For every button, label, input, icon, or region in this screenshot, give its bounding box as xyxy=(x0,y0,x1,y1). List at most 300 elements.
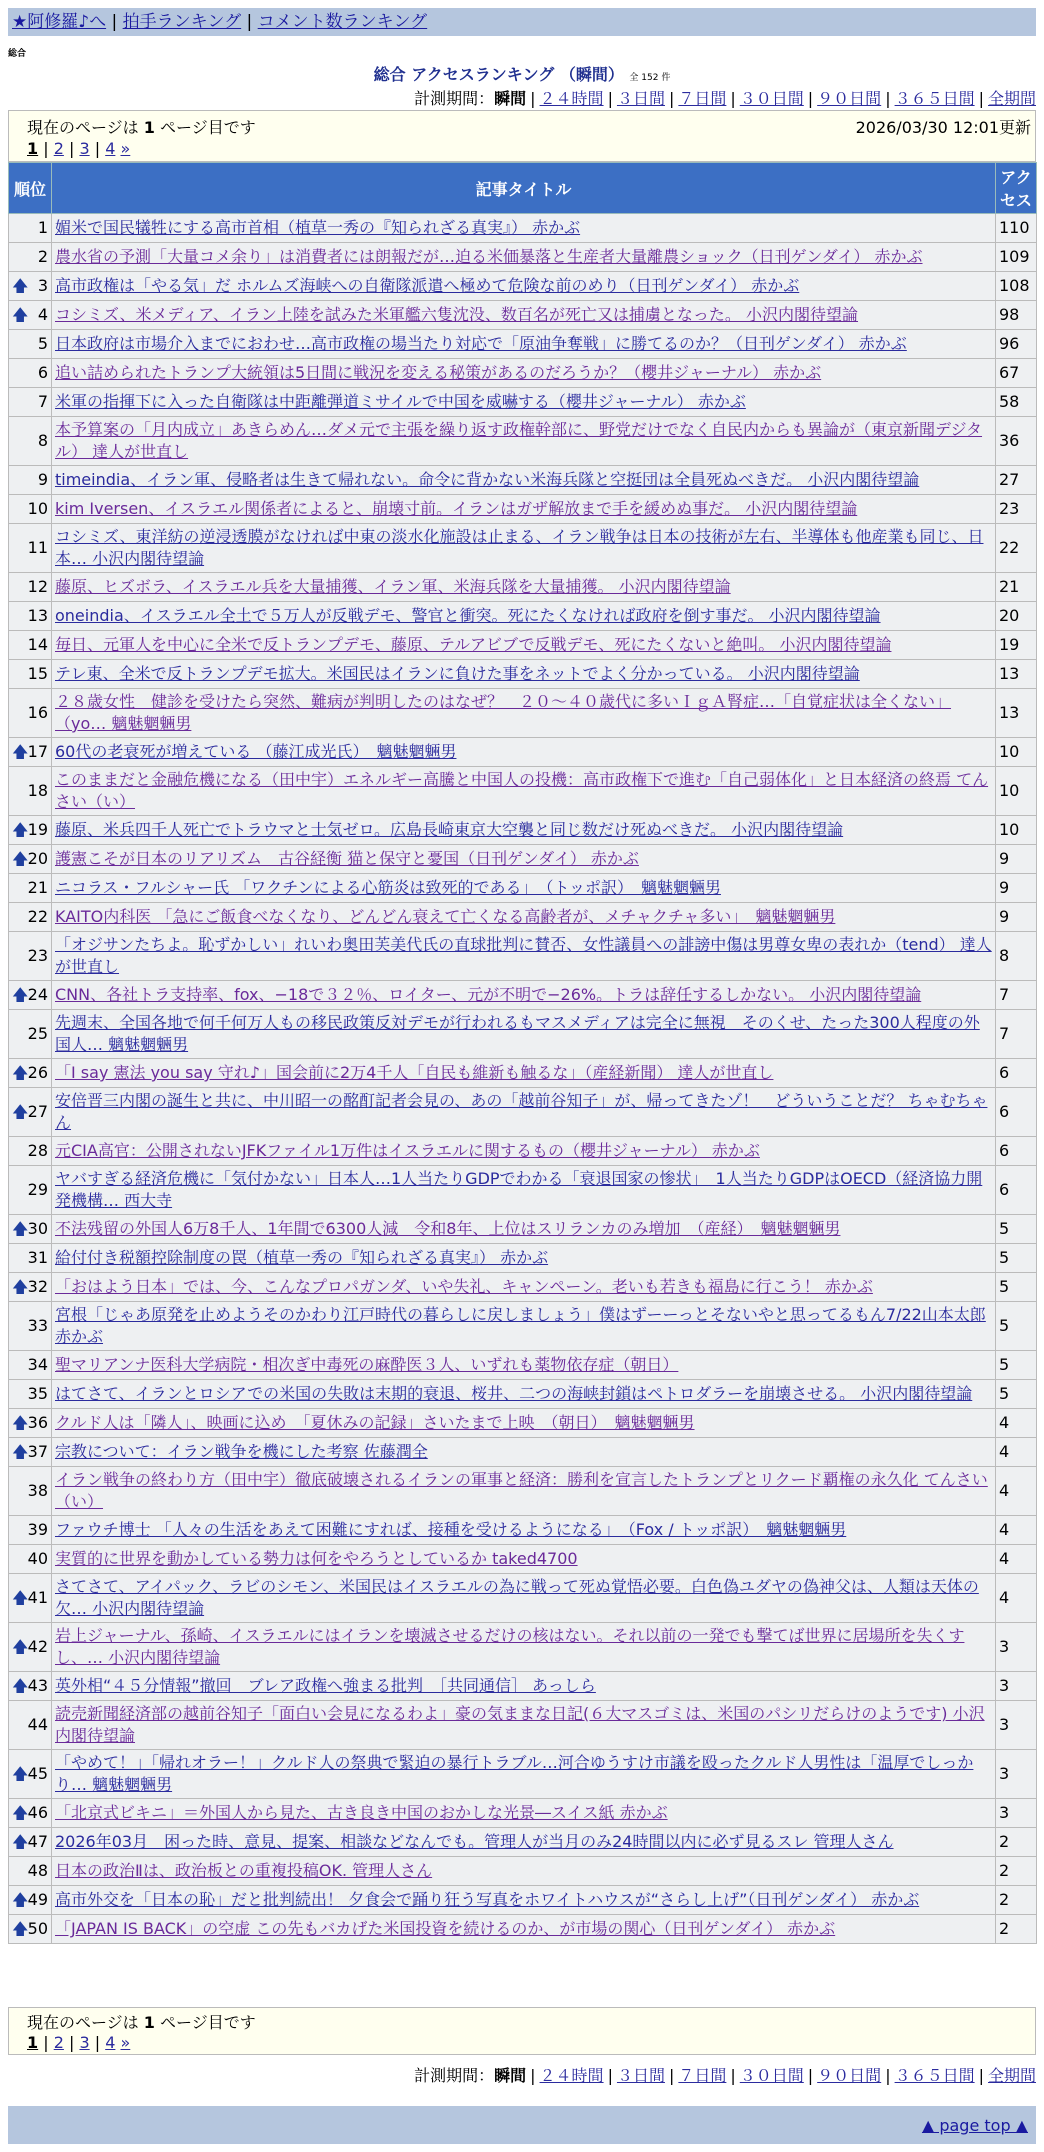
article-link[interactable]: 米軍の指揮下に入った自衛隊は中距離弾道ミサイルで中国を威嚇する（櫻井ジャーナル） 赤かぶ xyxy=(55,392,746,411)
rank-number: 23 xyxy=(27,946,48,965)
access-count: 3 xyxy=(996,1799,1037,1828)
article-link[interactable]: 「おはよう日本」では、今、こんなプロパガンダ、いや失礼、キャンペーン。老いも若きも福島に行こう！ 赤かぶ xyxy=(55,1277,873,1296)
access-count: 4 xyxy=(996,1409,1037,1438)
table-row xyxy=(9,1302,1037,1351)
rank-number: 32 xyxy=(27,1277,48,1296)
article-link[interactable]: oneindia、イスラエル全土で５万人が反戦デモ、警官と衝突。死にたくなければ政府を倒す事だ。 小沢内閣待望論 xyxy=(55,606,881,625)
rank-cell xyxy=(9,1059,52,1088)
title-cell xyxy=(52,932,996,981)
period-separator: | xyxy=(607,2066,613,2085)
article-link[interactable]: 読売新聞経済部の越前谷知子「面白い会見になるわよ」豪の気ままな日記(６大マスゴミは、米国のパシリだらけのようです) 小沢内閣待望論 xyxy=(55,1704,985,1745)
article-link[interactable]: コシミズ、米メディア、イラン上陸を試みた米軍艦六隻沈没、数百名が死亡又は捕虜となった。 小沢内閣待望論 xyxy=(55,305,859,324)
pager-separator: | xyxy=(63,139,80,158)
period-separator: | xyxy=(978,89,984,108)
rank-cell xyxy=(9,1088,52,1137)
rank-cell xyxy=(9,1574,52,1623)
pager-link-4[interactable]: 4 xyxy=(105,139,116,158)
rank-cell xyxy=(9,1799,52,1828)
rank-cell xyxy=(9,602,52,631)
period-link-6[interactable]: 全期間 xyxy=(987,89,1036,108)
title-cell xyxy=(52,816,996,845)
article-link[interactable]: 農水省の予測「大量コメ余り」は消費者には朗報だが…迫る米価暴落と生産者大量離農ショック（日刊ゲンダイ） 赤かぶ xyxy=(55,247,923,266)
access-count: 13 xyxy=(996,660,1037,689)
nav-separator: | xyxy=(241,12,258,32)
rank-number: 39 xyxy=(27,1520,48,1539)
title-cell xyxy=(52,660,996,689)
access-count: 21 xyxy=(996,573,1037,602)
rank-cell xyxy=(9,1302,52,1351)
title-cell xyxy=(52,1857,996,1886)
pager-separator: | xyxy=(89,139,106,158)
access-count: 3 xyxy=(996,1623,1037,1672)
rank-number: 30 xyxy=(27,1219,48,1238)
rank-number: 22 xyxy=(27,907,48,926)
current-page-text: 現在のページは 1 ページ目です xyxy=(27,118,256,137)
page-info-bottom xyxy=(8,2007,1036,2055)
up-arrow-icon: 🡅 xyxy=(12,1832,29,1851)
up-arrow-icon: 🡅 xyxy=(12,276,29,295)
period-separator: | xyxy=(607,89,613,108)
title-cell xyxy=(52,573,996,602)
article-link[interactable]: 日本政府は市場介入までにおわせ…高市政権の場当たり対応で「原油争奪戦」に勝てるのか？（日刊ゲンダイ） 赤かぶ xyxy=(55,334,907,353)
table-row xyxy=(9,301,1037,330)
title-cell xyxy=(52,689,996,738)
table-row xyxy=(9,466,1037,495)
article-link[interactable]: 聖マリアンナ医科大学病院・相次ぎ中毒死の麻酔医３人、いずれも薬物依存症（朝日） xyxy=(55,1355,679,1374)
article-link[interactable]: ファウチ博士 「人々の生活をあえて困難にすれば、接種を受けるようになる」 （Fox / トッポ訳） 魑魅魍魎男 xyxy=(55,1520,847,1539)
rank-cell xyxy=(9,903,52,932)
pager-separator: | xyxy=(89,2033,106,2052)
table-row xyxy=(9,214,1037,243)
access-count: 3 xyxy=(996,1750,1037,1799)
total-count: 全 152 件 xyxy=(629,73,671,83)
access-count: 22 xyxy=(996,524,1037,573)
period-link-6[interactable]: 全期間 xyxy=(987,2066,1036,2085)
up-arrow-icon: 🡅 xyxy=(12,1764,29,1783)
period-separator: | xyxy=(807,89,814,108)
table-row xyxy=(9,272,1037,301)
article-link[interactable]: イラン戦争の終わり方（田中宇）徹底破壊されるイランの軍事と経済：勝利を宣言したトランプとリクード覇権の永久化 てんさい（い） xyxy=(55,1470,988,1511)
table-row xyxy=(9,1438,1037,1467)
table-row xyxy=(9,1088,1037,1137)
rank-number: 34 xyxy=(27,1355,48,1374)
rank-cell xyxy=(9,1166,52,1215)
access-count: 3 xyxy=(996,1701,1037,1750)
table-row xyxy=(9,738,1037,767)
period-link-2[interactable]: ７日間 xyxy=(678,89,727,108)
access-count: 9 xyxy=(996,845,1037,874)
table-row xyxy=(9,1166,1037,1215)
article-link[interactable]: ２８歳女性 健診を受けたら突然、難病が判明したのはなぜ？ ２０～４０歳代に多いＩｇＡ腎症…「自覚症状は全くない」（yo… 魑魅魍魎男 xyxy=(55,692,952,733)
article-link[interactable]: 安倍晋三内閣の誕生と共に、中川昭一の酩酊記者会見の、あの「越前谷知子」が、帰ってきたゾ！ どういうことだ？ ちゃむちゃん xyxy=(55,1091,988,1132)
rank-number: 47 xyxy=(27,1832,48,1851)
period-link-0[interactable]: ２４時間 xyxy=(539,2066,604,2085)
period-link-3[interactable]: ３０日間 xyxy=(739,2066,804,2085)
rank-number: 49 xyxy=(27,1890,48,1909)
article-link[interactable]: 「やめて！」「帰れオラー！」クルド人の祭典で緊迫の暴行トラブル…河合ゆうすけ市議を殴ったクルド人男性は「温厚でしっかり… 魑魅魍魎男 xyxy=(55,1753,974,1794)
rank-cell xyxy=(9,359,52,388)
ranking-table-body xyxy=(9,214,1037,1944)
rank-cell xyxy=(9,631,52,660)
up-arrow-icon: 🡅 xyxy=(12,849,29,868)
rank-number: 21 xyxy=(27,878,48,897)
table-row xyxy=(9,388,1037,417)
up-arrow-icon: 🡅 xyxy=(12,1588,29,1607)
access-count: 4 xyxy=(996,1516,1037,1545)
up-arrow-icon: 🡅 xyxy=(12,820,29,839)
period-link-0[interactable]: ２４時間 xyxy=(539,89,604,108)
article-link[interactable]: CNN、各社トラ支持率、fox、−18で３２％、ロイター、元が不明で−26%。トラは辞任するしかない。 小沢内閣待望論 xyxy=(55,985,922,1004)
table-row xyxy=(9,573,1037,602)
article-link[interactable]: 給付付き税額控除制度の罠（植草一秀の『知られざる真実』） 赤かぶ xyxy=(55,1248,549,1267)
period-separator: | xyxy=(530,2066,536,2085)
access-count: 6 xyxy=(996,1137,1037,1166)
access-count: 23 xyxy=(996,495,1037,524)
period-link-1[interactable]: ３日間 xyxy=(616,89,665,108)
table-header-row xyxy=(9,163,1037,214)
rank-number: 27 xyxy=(27,1102,48,1121)
article-link[interactable]: 「北京式ビキニ」＝外国人から見た、古き良き中国のおかしな光景―スイス紙 赤かぶ xyxy=(55,1803,668,1822)
title-cell xyxy=(52,1467,996,1516)
access-count: 9 xyxy=(996,903,1037,932)
period-label: 計測期間： xyxy=(414,89,495,108)
title-cell xyxy=(52,1351,996,1380)
table-row xyxy=(9,1623,1037,1672)
title-cell xyxy=(52,1215,996,1244)
title-cell xyxy=(52,1380,996,1409)
table-row xyxy=(9,1701,1037,1750)
nav-link-1[interactable]: 拍手ランキング xyxy=(122,12,242,32)
nav-separator: | xyxy=(106,12,123,32)
table-row xyxy=(9,417,1037,466)
up-arrow-icon: 🡅 xyxy=(12,1413,29,1432)
table-row xyxy=(9,495,1037,524)
header-title: 記事タイトル xyxy=(52,163,996,214)
title-cell xyxy=(52,388,996,417)
table-row xyxy=(9,1010,1037,1059)
title-cell xyxy=(52,981,996,1010)
rank-number: 11 xyxy=(27,538,48,557)
rank-number: 20 xyxy=(27,849,48,868)
access-count: 2 xyxy=(996,1828,1037,1857)
access-count: 27 xyxy=(996,466,1037,495)
rank-number: 24 xyxy=(27,985,48,1004)
table-row xyxy=(9,1672,1037,1701)
rank-number: 7 xyxy=(37,392,48,411)
pager-link-2[interactable]: 2 xyxy=(53,139,64,158)
title-cell xyxy=(52,466,996,495)
period-link-5[interactable]: ３６５日間 xyxy=(894,2066,975,2085)
access-count: 5 xyxy=(996,1273,1037,1302)
rank-cell xyxy=(9,1857,52,1886)
article-link[interactable]: 宗教について：イラン戦争を機にした考察 佐藤潤全 xyxy=(55,1442,428,1461)
up-arrow-icon: 🡅 xyxy=(12,1277,29,1296)
article-link[interactable]: 毎日、元軍人を中心に全米で反トランプデモ、藤原、テルアビブで反戦デモ、死にたくないと絶叫。 小沢内閣待望論 xyxy=(55,635,892,654)
up-arrow-icon: 🡅 xyxy=(12,305,29,324)
access-count: 98 xyxy=(996,301,1037,330)
rank-number: 44 xyxy=(27,1715,48,1734)
title-cell xyxy=(52,1828,996,1857)
access-count: 5 xyxy=(996,1351,1037,1380)
period-separator: | xyxy=(530,89,536,108)
rank-number: 13 xyxy=(27,606,48,625)
article-link[interactable]: 媚米で国民犠牲にする高市首相（植草一秀の『知られざる真実』） 赤かぶ xyxy=(55,218,581,237)
rank-number: 42 xyxy=(27,1637,48,1656)
title-cell xyxy=(52,417,996,466)
access-count: 4 xyxy=(996,1467,1037,1516)
ranking-title: 総合 アクセスランキング （瞬間） xyxy=(373,65,624,84)
pager-link-4[interactable]: 4 xyxy=(105,2033,116,2052)
table-row xyxy=(9,631,1037,660)
rank-number: 9 xyxy=(37,470,48,489)
table-row xyxy=(9,1915,1037,1944)
rank-number: 19 xyxy=(27,820,48,839)
access-count: 20 xyxy=(996,602,1037,631)
title-cell xyxy=(52,1137,996,1166)
up-arrow-icon: 🡅 xyxy=(12,1442,29,1461)
article-link[interactable]: 「オジサンたちよ。恥ずかしい」れいわ奥田芙美代氏の直球批判に賛否、女性議員への誹謗中傷は男尊女卑の表れか（tend） 達人が世直し xyxy=(55,935,992,976)
period-separator: | xyxy=(978,2066,984,2085)
article-link[interactable]: kim Iversen、イスラエル関係者によると、崩壊寸前。イランはガザ解放まで手を緩めぬ事だ。 小沢内閣待望論 xyxy=(55,499,858,518)
article-link[interactable]: 実質的に世界を動かしている勢力は何をやろうとしているか taked4700 xyxy=(55,1549,578,1568)
rank-cell xyxy=(9,1701,52,1750)
rank-number: 28 xyxy=(27,1141,48,1160)
period-separator: | xyxy=(668,2066,675,2085)
rank-cell xyxy=(9,1623,52,1672)
article-link[interactable]: 高市外交を「日本の恥」だと批判続出！ 夕食会で踊り狂う写真をホワイトハウスが“さらし上げ”（日刊ゲンダイ） 赤かぶ xyxy=(55,1890,920,1909)
rank-cell xyxy=(9,689,52,738)
page-top-link[interactable]: ▲ page top ▲ xyxy=(921,2116,1028,2135)
period-separator: | xyxy=(730,2066,736,2085)
access-count: 9 xyxy=(996,874,1037,903)
access-count: 13 xyxy=(996,689,1037,738)
title-cell xyxy=(52,631,996,660)
pager-link-3[interactable]: 3 xyxy=(79,2033,90,2052)
period-link-2[interactable]: ７日間 xyxy=(678,2066,727,2085)
rank-cell xyxy=(9,767,52,816)
table-row xyxy=(9,524,1037,573)
rank-number: 33 xyxy=(27,1316,48,1335)
article-link[interactable]: はてさて、イランとロシアでの米国の失敗は末期的衰退、桜井、二つの海峡封鎖はペトロダラーを崩壊させる。 小沢内閣待望論 xyxy=(55,1384,973,1403)
period-link-4[interactable]: ９０日間 xyxy=(817,89,882,108)
article-link[interactable]: 藤原、米兵四千人死亡でトラウマと士気ゼロ。広島長崎東京大空襲と同じ数だけ死ぬべきだ。 小沢内閣待望論 xyxy=(55,820,844,839)
access-count: 5 xyxy=(996,1380,1037,1409)
title-cell xyxy=(52,1516,996,1545)
article-link[interactable]: このままだと金融危機になる（田中宇）エネルギー高騰と中国人の投機：高市政権下で進む「自己弱体化」と日本経済の終焉 てんさい（い） xyxy=(55,770,989,811)
top-nav xyxy=(8,8,1036,36)
access-count: 67 xyxy=(996,359,1037,388)
article-link[interactable]: KAITO内科医 「急にご飯食べなくなり、どんどん衰えて亡くなる高齢者が、メチャクチャ多い」 魑魅魍魎男 xyxy=(55,907,836,926)
access-count: 4 xyxy=(996,1545,1037,1574)
table-row xyxy=(9,1409,1037,1438)
access-count: 6 xyxy=(996,1088,1037,1137)
period-separator: | xyxy=(668,89,675,108)
table-row xyxy=(9,689,1037,738)
rank-cell xyxy=(9,874,52,903)
rank-number: 26 xyxy=(27,1063,48,1082)
rank-cell xyxy=(9,1273,52,1302)
rank-cell xyxy=(9,1137,52,1166)
table-row xyxy=(9,1215,1037,1244)
title-cell xyxy=(52,359,996,388)
rank-number: 48 xyxy=(27,1861,48,1880)
period-label: 計測期間： xyxy=(414,2066,495,2085)
pager-current: 1 xyxy=(27,2033,39,2052)
period-link-5[interactable]: ３６５日間 xyxy=(894,89,975,108)
up-arrow-icon: 🡅 xyxy=(12,1890,29,1909)
rank-number: 4 xyxy=(37,305,48,324)
pager-next[interactable]: » xyxy=(120,2033,131,2052)
nav-link-2[interactable]: コメント数ランキング xyxy=(257,12,428,32)
article-link[interactable]: 高市政権は「やる気」だ ホルムズ海峡への自衛隊派遣へ極めて危険な前のめり（日刊ゲンダイ） 赤かぶ xyxy=(55,276,800,295)
rank-cell xyxy=(9,981,52,1010)
rank-cell xyxy=(9,1750,52,1799)
rank-cell xyxy=(9,1672,52,1701)
up-arrow-icon: 🡅 xyxy=(12,1219,29,1238)
table-row xyxy=(9,330,1037,359)
title-cell xyxy=(52,1010,996,1059)
access-count: 10 xyxy=(996,816,1037,845)
article-link[interactable]: 60代の老衰死が増えている （藤江成光氏） 魑魅魍魎男 xyxy=(55,742,457,761)
pager-current: 1 xyxy=(27,139,39,158)
article-link[interactable]: コシミズ、東洋紡の逆浸透膜がなければ中東の淡水化施設は止まる、イラン戦争は日本の技術が左右、半導体も他産業も同じ、日本… 小沢内閣待望論 xyxy=(55,527,984,568)
article-link[interactable]: 「JAPAN IS BACK」の空虚 この先もバカげた米国投資を続けるのか、が市場の関心（日刊ゲンダイ） 赤かぶ xyxy=(55,1919,836,1938)
article-link[interactable]: テレ東、全米で反トランプデモ拡大。米国民はイランに負けた事をネットでよく分かっている。 小沢内閣待望論 xyxy=(55,664,860,683)
rank-number: 18 xyxy=(27,781,48,800)
up-arrow-icon: 🡅 xyxy=(12,1919,29,1938)
title-cell xyxy=(52,1409,996,1438)
rank-number: 1 xyxy=(37,218,48,237)
rank-number: 50 xyxy=(27,1919,48,1938)
rank-cell xyxy=(9,738,52,767)
article-link[interactable]: 不法残留の外国人6万8千人、1年間で6300人減 令和8年、上位はスリランカのみ増加 （産経） 魑魅魍魎男 xyxy=(55,1219,841,1238)
rank-number: 5 xyxy=(37,334,48,353)
rank-number: 12 xyxy=(27,577,48,596)
rank-number: 2 xyxy=(37,247,48,266)
title-cell xyxy=(52,1059,996,1088)
article-link[interactable]: 日本の政治Ⅱは、政治板との重複投稿OK. 管理人さん xyxy=(55,1861,433,1880)
article-link[interactable]: 2026年03月 困った時、意見、提案、相談などなんでも。管理人が当月のみ24時間以内に必ず見るスレ 管理人さん xyxy=(55,1832,894,1851)
access-count: 19 xyxy=(996,631,1037,660)
article-link[interactable]: 「I say 憲法 you say 守れ♪」国会前に2万4千人「自民も維新も触るな」（産経新聞） 達人が世直し xyxy=(55,1063,774,1082)
rank-cell xyxy=(9,330,52,359)
table-row xyxy=(9,602,1037,631)
article-link[interactable]: ニコラス・フルシャー氏 「ワクチンによる心筋炎は致死的である」 （トッポ訳） 魑魅魍魎男 xyxy=(55,878,721,897)
rank-number: 15 xyxy=(27,664,48,683)
title-cell xyxy=(52,524,996,573)
article-link[interactable]: timeindia、イラン軍、侵略者は生きて帰れない。命令に背かない米海兵隊と空挺団は全員死ぬべきだ。 小沢内閣待望論 xyxy=(55,470,920,489)
title-cell xyxy=(52,1701,996,1750)
access-count: 5 xyxy=(996,1302,1037,1351)
table-row xyxy=(9,1574,1037,1623)
pager-next[interactable]: » xyxy=(120,139,131,158)
table-row xyxy=(9,243,1037,272)
article-link[interactable]: 護憲こそが日本のリアリズム 古谷経衡 猫と保守と憂国（日刊ゲンダイ） 赤かぶ xyxy=(55,849,639,868)
rank-number: 38 xyxy=(27,1481,48,1500)
title-cell xyxy=(52,767,996,816)
rank-cell xyxy=(9,1010,52,1059)
rank-number: 3 xyxy=(37,276,48,295)
article-link[interactable]: 追い詰められたトランプ大統領は5日間に戦況を変える秘策があるのだろうか？（櫻井ジャーナル） 赤かぶ xyxy=(55,363,822,382)
table-row xyxy=(9,1857,1037,1886)
title-cell xyxy=(52,1273,996,1302)
pager-link-3[interactable]: 3 xyxy=(79,139,90,158)
rank-cell xyxy=(9,301,52,330)
period-link-1[interactable]: ３日間 xyxy=(616,2066,665,2085)
article-link[interactable]: 藤原、ヒズボラ、イスラエル兵を大量捕獲、イラン軍、米海兵隊を大量捕獲。 小沢内閣待望論 xyxy=(55,577,731,596)
table-row xyxy=(9,359,1037,388)
title-cell xyxy=(52,1915,996,1944)
table-row xyxy=(9,1351,1037,1380)
title-cell xyxy=(52,214,996,243)
up-arrow-icon: 🡅 xyxy=(12,742,29,761)
rank-cell xyxy=(9,1409,52,1438)
rank-cell xyxy=(9,1215,52,1244)
title-cell xyxy=(52,301,996,330)
title-cell xyxy=(52,602,996,631)
title-cell xyxy=(52,272,996,301)
period-link-4[interactable]: ９０日間 xyxy=(817,2066,882,2085)
access-count: 109 xyxy=(996,243,1037,272)
title-cell xyxy=(52,1750,996,1799)
article-link[interactable]: 元CIA高官：公開されないJFKファイル1万件はイスラエルに関するもの（櫻井ジャーナル） 赤かぶ xyxy=(55,1141,760,1160)
title-cell xyxy=(52,1302,996,1351)
article-link[interactable]: 宮根「じゃあ原発を止めようそのかわり江戸時代の暮らしに戻しましょう」僕はずーーっとそないやと思ってるもん7/22山本太郎 赤かぶ xyxy=(55,1305,986,1346)
article-link[interactable]: クルド人は「隣人」、映画に込め 「夏休みの記録」さいたまで上映 （朝日） 魑魅魍魎男 xyxy=(55,1413,695,1432)
rank-cell xyxy=(9,1244,52,1273)
rank-cell xyxy=(9,524,52,573)
rank-cell xyxy=(9,1886,52,1915)
period-separator: | xyxy=(730,89,736,108)
title-cell xyxy=(52,1886,996,1915)
ranking-table xyxy=(8,162,1037,1944)
table-row xyxy=(9,1750,1037,1799)
article-link[interactable]: ヤバすぎる経済危機に「気付かない」日本人…1人当たりGDPでわかる「衰退国家の惨状」 1人当たりGDPはOECD（経済協力開発機構… 西大寺 xyxy=(55,1169,983,1210)
pager-separator: | xyxy=(38,2033,54,2052)
rank-cell xyxy=(9,1516,52,1545)
period-link-3[interactable]: ３０日間 xyxy=(739,89,804,108)
up-arrow-icon: 🡅 xyxy=(12,1803,29,1822)
access-count: 6 xyxy=(996,1059,1037,1088)
rank-number: 37 xyxy=(27,1442,48,1461)
up-arrow-icon: 🡅 xyxy=(12,985,29,1004)
access-count: 3 xyxy=(996,1672,1037,1701)
article-link[interactable]: 英外相“４５分情報”撤回 ブレア政権へ強まる批判 ［共同通信］ あっしら xyxy=(55,1676,596,1695)
table-row xyxy=(9,845,1037,874)
title-cell xyxy=(52,738,996,767)
title-cell xyxy=(52,1672,996,1701)
rank-cell xyxy=(9,1351,52,1380)
title-cell xyxy=(52,495,996,524)
article-link[interactable]: 岩上ジャーナル、孫崎、イスラエルにはイランを壊滅させるだけの核はない。それ以前の一発でも撃てば世界に居場所を失くすし、… 小沢内閣待望論 xyxy=(55,1626,965,1667)
nav-link-0[interactable]: ★阿修羅♪へ xyxy=(12,12,107,32)
article-link[interactable]: さてさて、アイパック、ラビのシモン、米国民はイスラエルの為に戦って死ぬ覚悟必要。白色偽ユダヤの偽神父は、人類は天体の欠… 小沢内閣待望論 xyxy=(55,1577,979,1618)
rank-cell xyxy=(9,845,52,874)
page-info-top xyxy=(8,110,1036,162)
article-link[interactable]: 先週末、全国各地で何千何万人もの移民政策反対デモが行われるもマスメディアは完全に無視 そのくせ、たった300人程度の外国人… 魑魅魍魎男 xyxy=(55,1013,980,1054)
access-count: 2 xyxy=(996,1886,1037,1915)
access-count: 7 xyxy=(996,1010,1037,1059)
rank-cell xyxy=(9,932,52,981)
title-cell xyxy=(52,1088,996,1137)
rank-cell xyxy=(9,495,52,524)
rank-cell xyxy=(9,272,52,301)
article-link[interactable]: 本予算案の「月内成立」あきらめん…ダメ元で主張を繰り返す政権幹部に、野党だけでなく自民内からも異論が（東京新聞デジタル） 達人が世直し xyxy=(55,420,983,461)
pager-link-2[interactable]: 2 xyxy=(53,2033,64,2052)
table-row xyxy=(9,816,1037,845)
title-cell xyxy=(52,330,996,359)
access-count: 58 xyxy=(996,388,1037,417)
